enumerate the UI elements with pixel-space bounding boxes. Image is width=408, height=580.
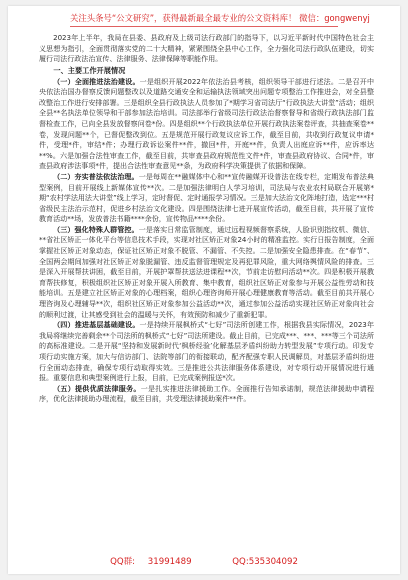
section-2-body: 一是每周在**融媒体中心和**宣传融媒开设普法在线专栏，定期发布普法典型案例，目前开展线上新媒体宣传**次。二是加强法律明白人学习培训，司法局与农业农村局联合开展第*期“农村学法用法大讲堂”线上学习，定时督促、定时通报学习情况。三是加大法治文化阵地打造，选定***村省级民主法治示范村，促进乡村法治文化建设。四是围绕法律七进开展宣传活动，截至目前，共开展了宣传教育活动**场，发放普法书籍****余份，宣传物品****余份。 [39, 171, 374, 224]
section-3-body: 一是落实日常监管制度，通过远程视频督察系统，人脸识别指纹机、微信、**省社区矫正一体化平台等信息技术手段，实现对社区矫正对象24小时的精准监控。实行日报告制度，全面掌握社区矫正对象动态，保证社区矫正对象不脱管、不漏管、不失控。二是加强安全隐患排查。在“春节”、全国两会期间加强对社区矫正对象脱漏管、违反监督管理规定及再犯罪风险，重大网络舆情风险的排查。三是深入开展帮扶讲困，截至目前，开展护罩帮扶送法进课程**次，节前走访慰问活动**次。四是积极开展教育帮扶修复，积极组织社区矫正对象开展入所教育、集中教育，组织社区矫正对象参与开展公益性劳动和技能培训。五是建立社区矫正对象的心理档案，组织心理咨询师开展心理健康教育等活动。截至目前共开展心理咨询及心理辅导**次，组织社区矫正对象参加公益活动**次，通过参加公益活动实现社区矫正对象向社会的顺利过渡，让其感受到社会的温暖与关怀，有效预防和减少了重新犯罪。 [39, 224, 374, 319]
document-body [39, 33, 374, 548]
header-watermark-banner: 关注头条号“公文研究”，获得最新最全最专业的公文资料库！ 微信：gongwenyj [70, 13, 370, 23]
section-1-body: 一是组织开展2022年依法治县考核，组织领导干部进行述法。二是召开中央依法治国办督察反馈问题整改以及道路交通安全和运输执法领域突出问题专项整治工作推进会，对全县整改整治工作进行安排部署。三是组织全县行政执法人员参加了*期学习省司法厅“行政执法大讲堂”活动；组织全县**名执法单位领导和干部参加法治培训。司法部举行省级司法行政法治督察督导和省级行政执法部门监督检查工作，已向全县发放督察问卷*份。四是组织**个行政执法单位开展行政执法案卷评查，共抽查案卷**卷，发现问题**个，已督促整改到位。五是规范开展行政复议应诉工作，截至目前，共收到行政复议申请*件，受理*件，审结*件；办理行政诉讼案件**件，撤回*件，开庭**件，负责人出庭应诉**件，应诉率达**%。六是加强合法性审查工作，截至目前，共审查县政府规范性文件*件，审查县政府协议、合同*件，审查县政府涉法事项*件，提出合法性审查意见**条，为政府科学决策提供了依据和保障。 [39, 76, 374, 171]
section-5-body: 一是扎实推进法律援助工作。全面推行告知承诺制，规范法律援助申请程序，优化法律援助办理流程，截至目前，共受理法律援助案件**件。 [39, 383, 374, 404]
section-3-paragraph [39, 225, 374, 320]
section-2-paragraph [39, 172, 374, 225]
footer-qq: QQ:535304092 [232, 557, 298, 567]
footer-qq-group: QQ群: 31991489 [110, 557, 192, 567]
section-3-title: （三）强化特殊人群管控。 [53, 224, 139, 234]
section-4-body: 一是持续开展枫桥式“七好”司法所创建工作，根据我县实际情况，2023年我局将继续完善剩余**个司法所的枫桥式“七好”司法所建设。截止目前，已完成***、***、***等三个司法所的高标准建设。二是开展“坚持和发展新时代‘枫桥经验’化解基层矛盾纠纷助力转型发展”专项行动。印发专项行动实施方案，加大与信访部门、法院等部门的衔接联动，配齐配强专职人民调解员，对基层矛盾纠纷进行全面动态排查，确保专项行动取得实效。三是推进公共法律服务体系建设，对专项行动开展情况进行通报。重要信息和典型案例进行上报，目前，已完成案例报送*次。 [39, 320, 374, 383]
section-2-title: （二）夯实普法依法治理。 [53, 171, 139, 181]
header-divider [70, 26, 338, 27]
section-1-title: （一）全面推进法治建设。 [53, 76, 140, 86]
document-page [8, 6, 400, 574]
section-4-paragraph [39, 320, 374, 384]
footer-contact-bar [8, 554, 400, 570]
section-5-title: （五）提供优质法律服务。 [53, 383, 141, 393]
section-4-title: （四）推进基层基础建设。 [53, 320, 140, 330]
section-5-paragraph [39, 384, 374, 405]
intro-paragraph: 2023年上半年，我局在县委、县政府及上级司法行政部门的指导下，以习近平新时代中国特色社会主义思想为指引，全面贯彻落实党的二十大精神，紧紧围绕全县中心工作，全力强化司法行政队伍建设，切实履行司法行政法治宣传、法律服务、法律保障等职能作用。 [39, 33, 374, 64]
section-heading-main-work: 一、主要工作开展情况 [53, 65, 126, 75]
section-1-paragraph [39, 77, 374, 172]
